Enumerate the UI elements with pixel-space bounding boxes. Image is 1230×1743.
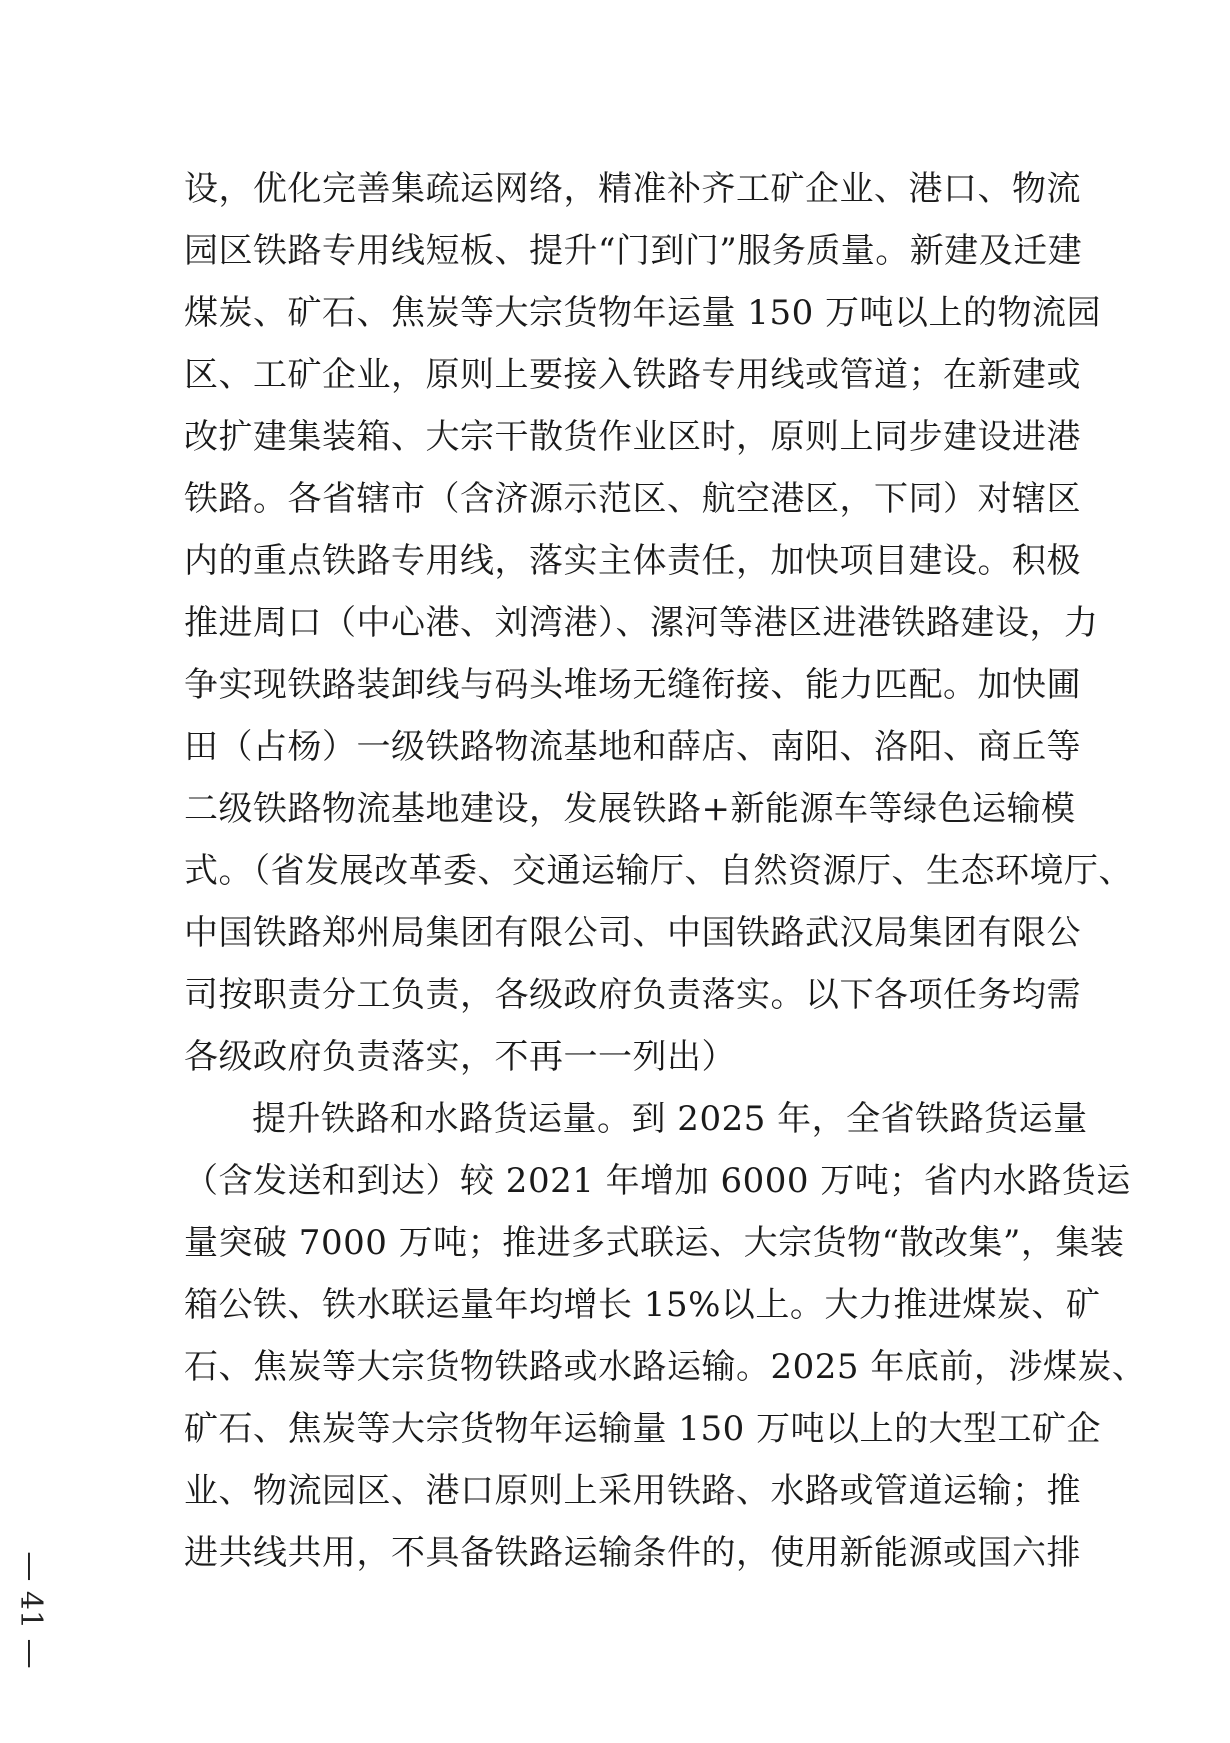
text-line: 业、物流园区、港口原则上采用铁路、水路或管道运输；推 bbox=[184, 1471, 1081, 1511]
text-line: 量突破 7000 万吨；推进多式联运、大宗货物“散改集”，集装 bbox=[184, 1223, 1125, 1263]
text-line: （含发送和到达）较 2021 年增加 6000 万吨；省内水路货运 bbox=[184, 1161, 1131, 1201]
text-line: 铁路。各省辖市（含济源示范区、航空港区，下同）对辖区 bbox=[184, 479, 1081, 519]
paragraph-2 bbox=[184, 1088, 1147, 1584]
text-line: 提升铁路和水路货运量。到 2025 年，全省铁路货运量 bbox=[252, 1099, 1088, 1139]
text-line: 进共线共用，不具备铁路运输条件的，使用新能源或国六排 bbox=[184, 1533, 1081, 1573]
text-line: 中国铁路郑州局集团有限公司、中国铁路武汉局集团有限公 bbox=[184, 913, 1081, 953]
text-line: 石、焦炭等大宗货物铁路或水路运输。2025 年底前，涉煤炭、 bbox=[184, 1347, 1147, 1387]
text-line: 各级政府负责落实，不再一一列出） bbox=[184, 1037, 736, 1077]
text-line: 推进周口（中心港、刘湾港）、漯河等港区进港铁路建设，力 bbox=[184, 603, 1099, 643]
text-line: 二级铁路物流基地建设，发展铁路+新能源车等绿色运输模 bbox=[184, 789, 1076, 829]
text-line: 式。（省发展改革委、交通运输厅、自然资源厅、生态环境厅、 bbox=[184, 851, 1133, 891]
page-number: — 41 — bbox=[13, 1551, 48, 1669]
paragraph-1 bbox=[184, 158, 1133, 1088]
text-line: 矿石、焦炭等大宗货物年运输量 150 万吨以上的大型工矿企 bbox=[184, 1409, 1102, 1449]
body-text bbox=[184, 158, 1147, 1584]
text-line: 内的重点铁路专用线，落实主体责任，加快项目建设。积极 bbox=[184, 541, 1081, 581]
text-line: 煤炭、矿石、焦炭等大宗货物年运量 150 万吨以上的物流园 bbox=[184, 293, 1102, 333]
text-line: 区、工矿企业，原则上要接入铁路专用线或管道；在新建或 bbox=[184, 355, 1081, 395]
text-line: 田（占杨）一级铁路物流基地和薛店、南阳、洛阳、商丘等 bbox=[184, 727, 1081, 767]
text-line: 设，优化完善集疏运网络，精准补齐工矿企业、港口、物流 bbox=[184, 169, 1081, 209]
text-line: 改扩建集装箱、大宗干散货作业区时，原则上同步建设进港 bbox=[184, 417, 1081, 457]
text-line: 箱公铁、铁水联运量年均增长 15%以上。大力推进煤炭、矿 bbox=[184, 1285, 1101, 1325]
text-line: 争实现铁路装卸线与码头堆场无缝衔接、能力匹配。加快圃 bbox=[184, 665, 1081, 705]
text-line: 司按职责分工负责，各级政府负责落实。以下各项任务均需 bbox=[184, 975, 1081, 1015]
text-line: 园区铁路专用线短板、提升“门到门”服务质量。新建及迁建 bbox=[184, 231, 1083, 271]
